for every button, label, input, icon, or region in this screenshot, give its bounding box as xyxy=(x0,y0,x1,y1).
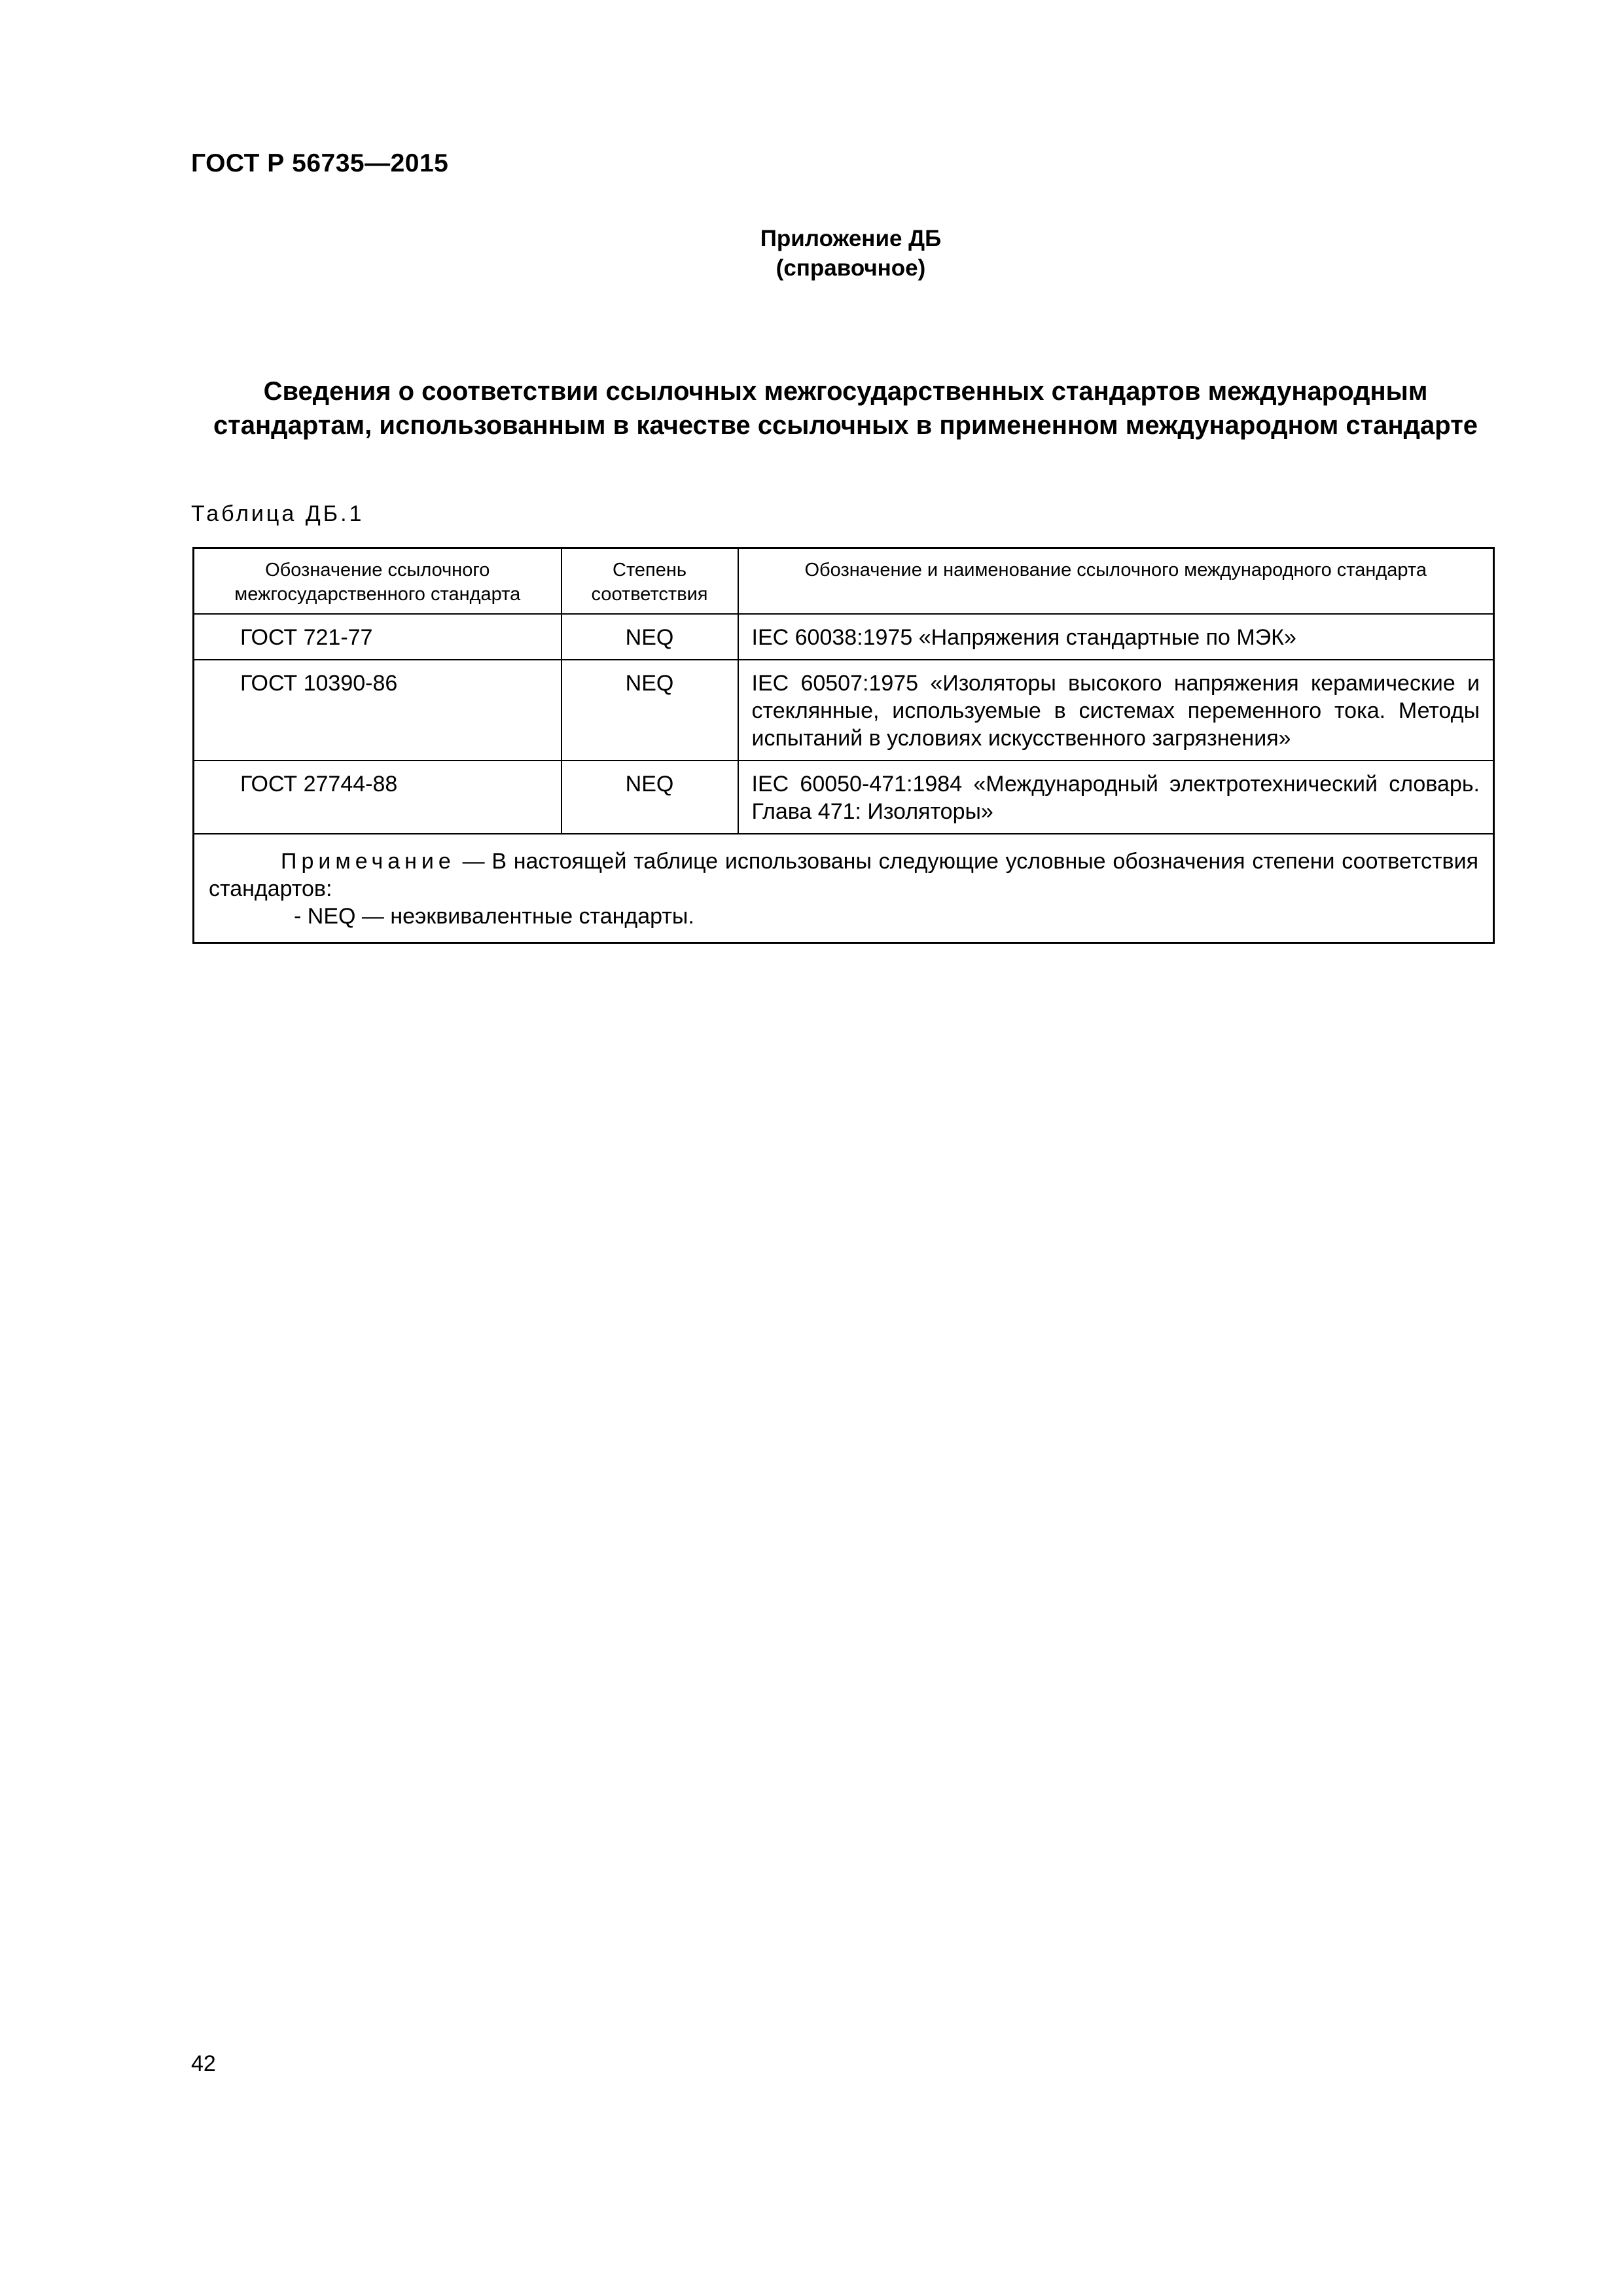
page-number: 42 xyxy=(191,2051,216,2076)
note-item: - NEQ — неэквивалентные стандарты. xyxy=(294,904,694,929)
column-header-intl: Обозначение и наименование ссылочного международного стандарта xyxy=(738,548,1494,615)
table-row xyxy=(194,614,1494,660)
document-code: ГОСТ Р 56735—2015 xyxy=(191,149,449,177)
note-label: Примечание xyxy=(281,849,455,874)
gost-cell: ГОСТ 10390-86 xyxy=(194,660,562,761)
reference-table xyxy=(192,547,1495,944)
note-text: — В настоящей таблице использованы следующие условные обозначения степени соответствия стандартов: xyxy=(209,849,1478,901)
section-title: Сведения о соответствии ссылочных межгосударственных стандартов международным стандартам, использованным в качестве ссылочных в примененном международном стандарте xyxy=(213,377,1478,440)
appendix-status: (справочное) xyxy=(776,255,926,281)
intl-standard-cell: IEC 60507:1975 «Изоляторы высокого напряжения керамические и стеклянные, используемые в системах переменного тока. Методы испытаний в условиях искусственного загрязнения» xyxy=(738,660,1494,761)
appendix-title: Приложение ДБ xyxy=(760,226,942,251)
intl-standard-cell: IEC 60050-471:1984 «Международный электротехнический словарь. Глава 471: Изоляторы» xyxy=(738,761,1494,834)
table-note-row xyxy=(194,834,1494,943)
degree-cell: NEQ xyxy=(562,614,738,660)
degree-cell: NEQ xyxy=(562,761,738,834)
table-header-row xyxy=(194,548,1494,615)
intl-standard-cell: IEC 60038:1975 «Напряжения стандартные по МЭК» xyxy=(738,614,1494,660)
table-note xyxy=(194,834,1494,943)
column-header-degree: Степень соответствия xyxy=(562,548,738,615)
table-row xyxy=(194,761,1494,834)
column-header-gost: Обозначение ссылочного межгосударственного стандарта xyxy=(194,548,562,615)
gost-cell: ГОСТ 27744-88 xyxy=(194,761,562,834)
table-label: Таблица ДБ.1 xyxy=(191,501,365,526)
table-row xyxy=(194,660,1494,761)
appendix-heading xyxy=(654,224,1047,283)
degree-cell: NEQ xyxy=(562,660,738,761)
note-line xyxy=(209,848,1478,903)
gost-cell: ГОСТ 721-77 xyxy=(194,614,562,660)
